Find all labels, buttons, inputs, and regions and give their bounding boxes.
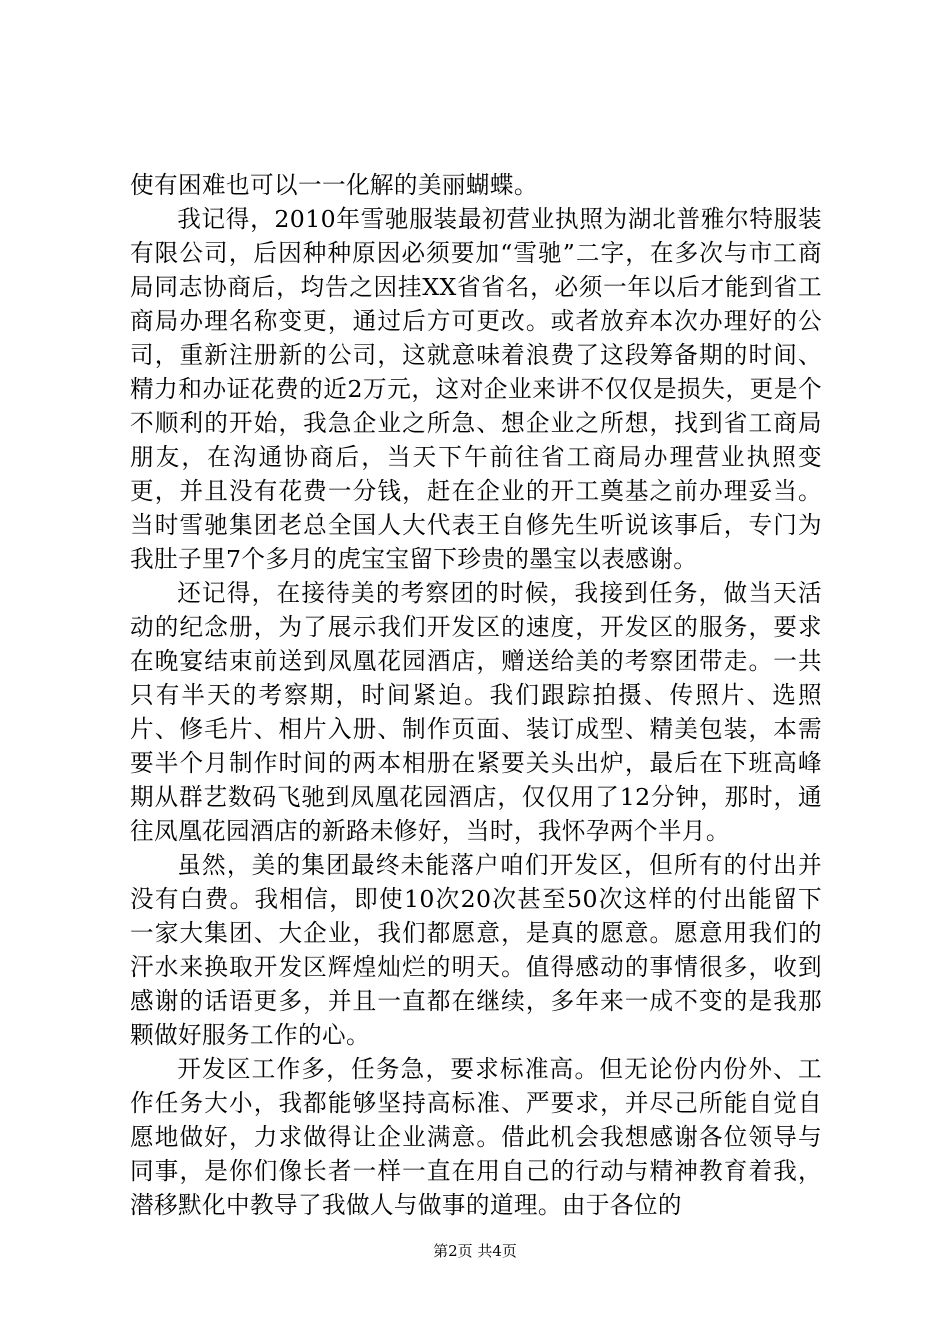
paragraph-business-license: 我记得，2010年雪驰服装最初营业执照为湖北普雅尔特服装有限公司，后因种种原因必须要加“雪驰”二字，在多次与市工商局同志协商后，均告之因挂XX省省名，必须一年以后才能到省工商局办理名称变更，通过后方可更改。或者放弃本次办理好的公司，重新注册新的公司，这就意味着浪费了这段筹备期的时间、精力和办证花费的近2万元，这对企业来讲不仅仅是损失，更是个不顺利的开始，我急企业之所急、想企业之所想，找到省工商局朋友，在沟通协商后，当天下午前往省工商局办理营业执照变更，并且没有花费一分钱，赶在企业的开工奠基之前办理妥当。当时雪驰集团老总全国人大代表王自修先生听说该事后，专门为我肚子里7个多月的虎宝宝留下珍贵的墨宝以表感谢。 bbox=[130, 205, 822, 573]
paragraph-midea-delegation: 还记得，在接待美的考察团的时候，我接到任务，做当天活动的纪念册，为了展示我们开发区的速度，开发区的服务，要求在晚宴结束前送到凤凰花园酒店，赠送给美的考察团带走。一共只有半天的考察期，时间紧迫。我们跟踪拍摄、传照片、选照片、修毛片、相片入册、制作页面、装订成型、精美包装，本需要半个月制作时间的两本相册在紧要关头出炉，最后在下班高峰期从群艺数码飞驰到凤凰花园酒店，仅仅用了12分钟，那时，通往凤凰花园酒店的新路未修好，当时，我怀孕两个半月。 bbox=[130, 579, 822, 845]
paragraph-dedication: 虽然，美的集团最终未能落户咱们开发区，但所有的付出并没有白费。我相信，即使10次20次甚至50次这样的付出能留下一家大集团、大企业，我们都愿意，是真的愿意。愿意用我们的汗水来换取开发区辉煌灿烂的明天。值得感动的事情很多，收到感谢的话语更多，并且一直都在继续，多年来一成不变的是我那颗做好服务工作的心。 bbox=[130, 851, 822, 1049]
page-number-footer: 第2页 共4页 bbox=[433, 1242, 517, 1260]
paragraph-gratitude: 开发区工作多，任务急，要求标准高。但无论份内份外、工作任务大小，我都能够坚持高标准、严要求，并尽己所能自觉自愿地做好，力求做得让企业满意。借此机会我想感谢各位领导与同事，是你们像长者一样一直在用自己的行动与精神教育着我，潜移默化中教导了我做人与做事的道理。由于各位的 bbox=[130, 1055, 822, 1219]
body-text bbox=[130, 168, 822, 1222]
paragraph-continuation: 使有困难也可以一一化解的美丽蝴蝶。 bbox=[130, 171, 538, 199]
